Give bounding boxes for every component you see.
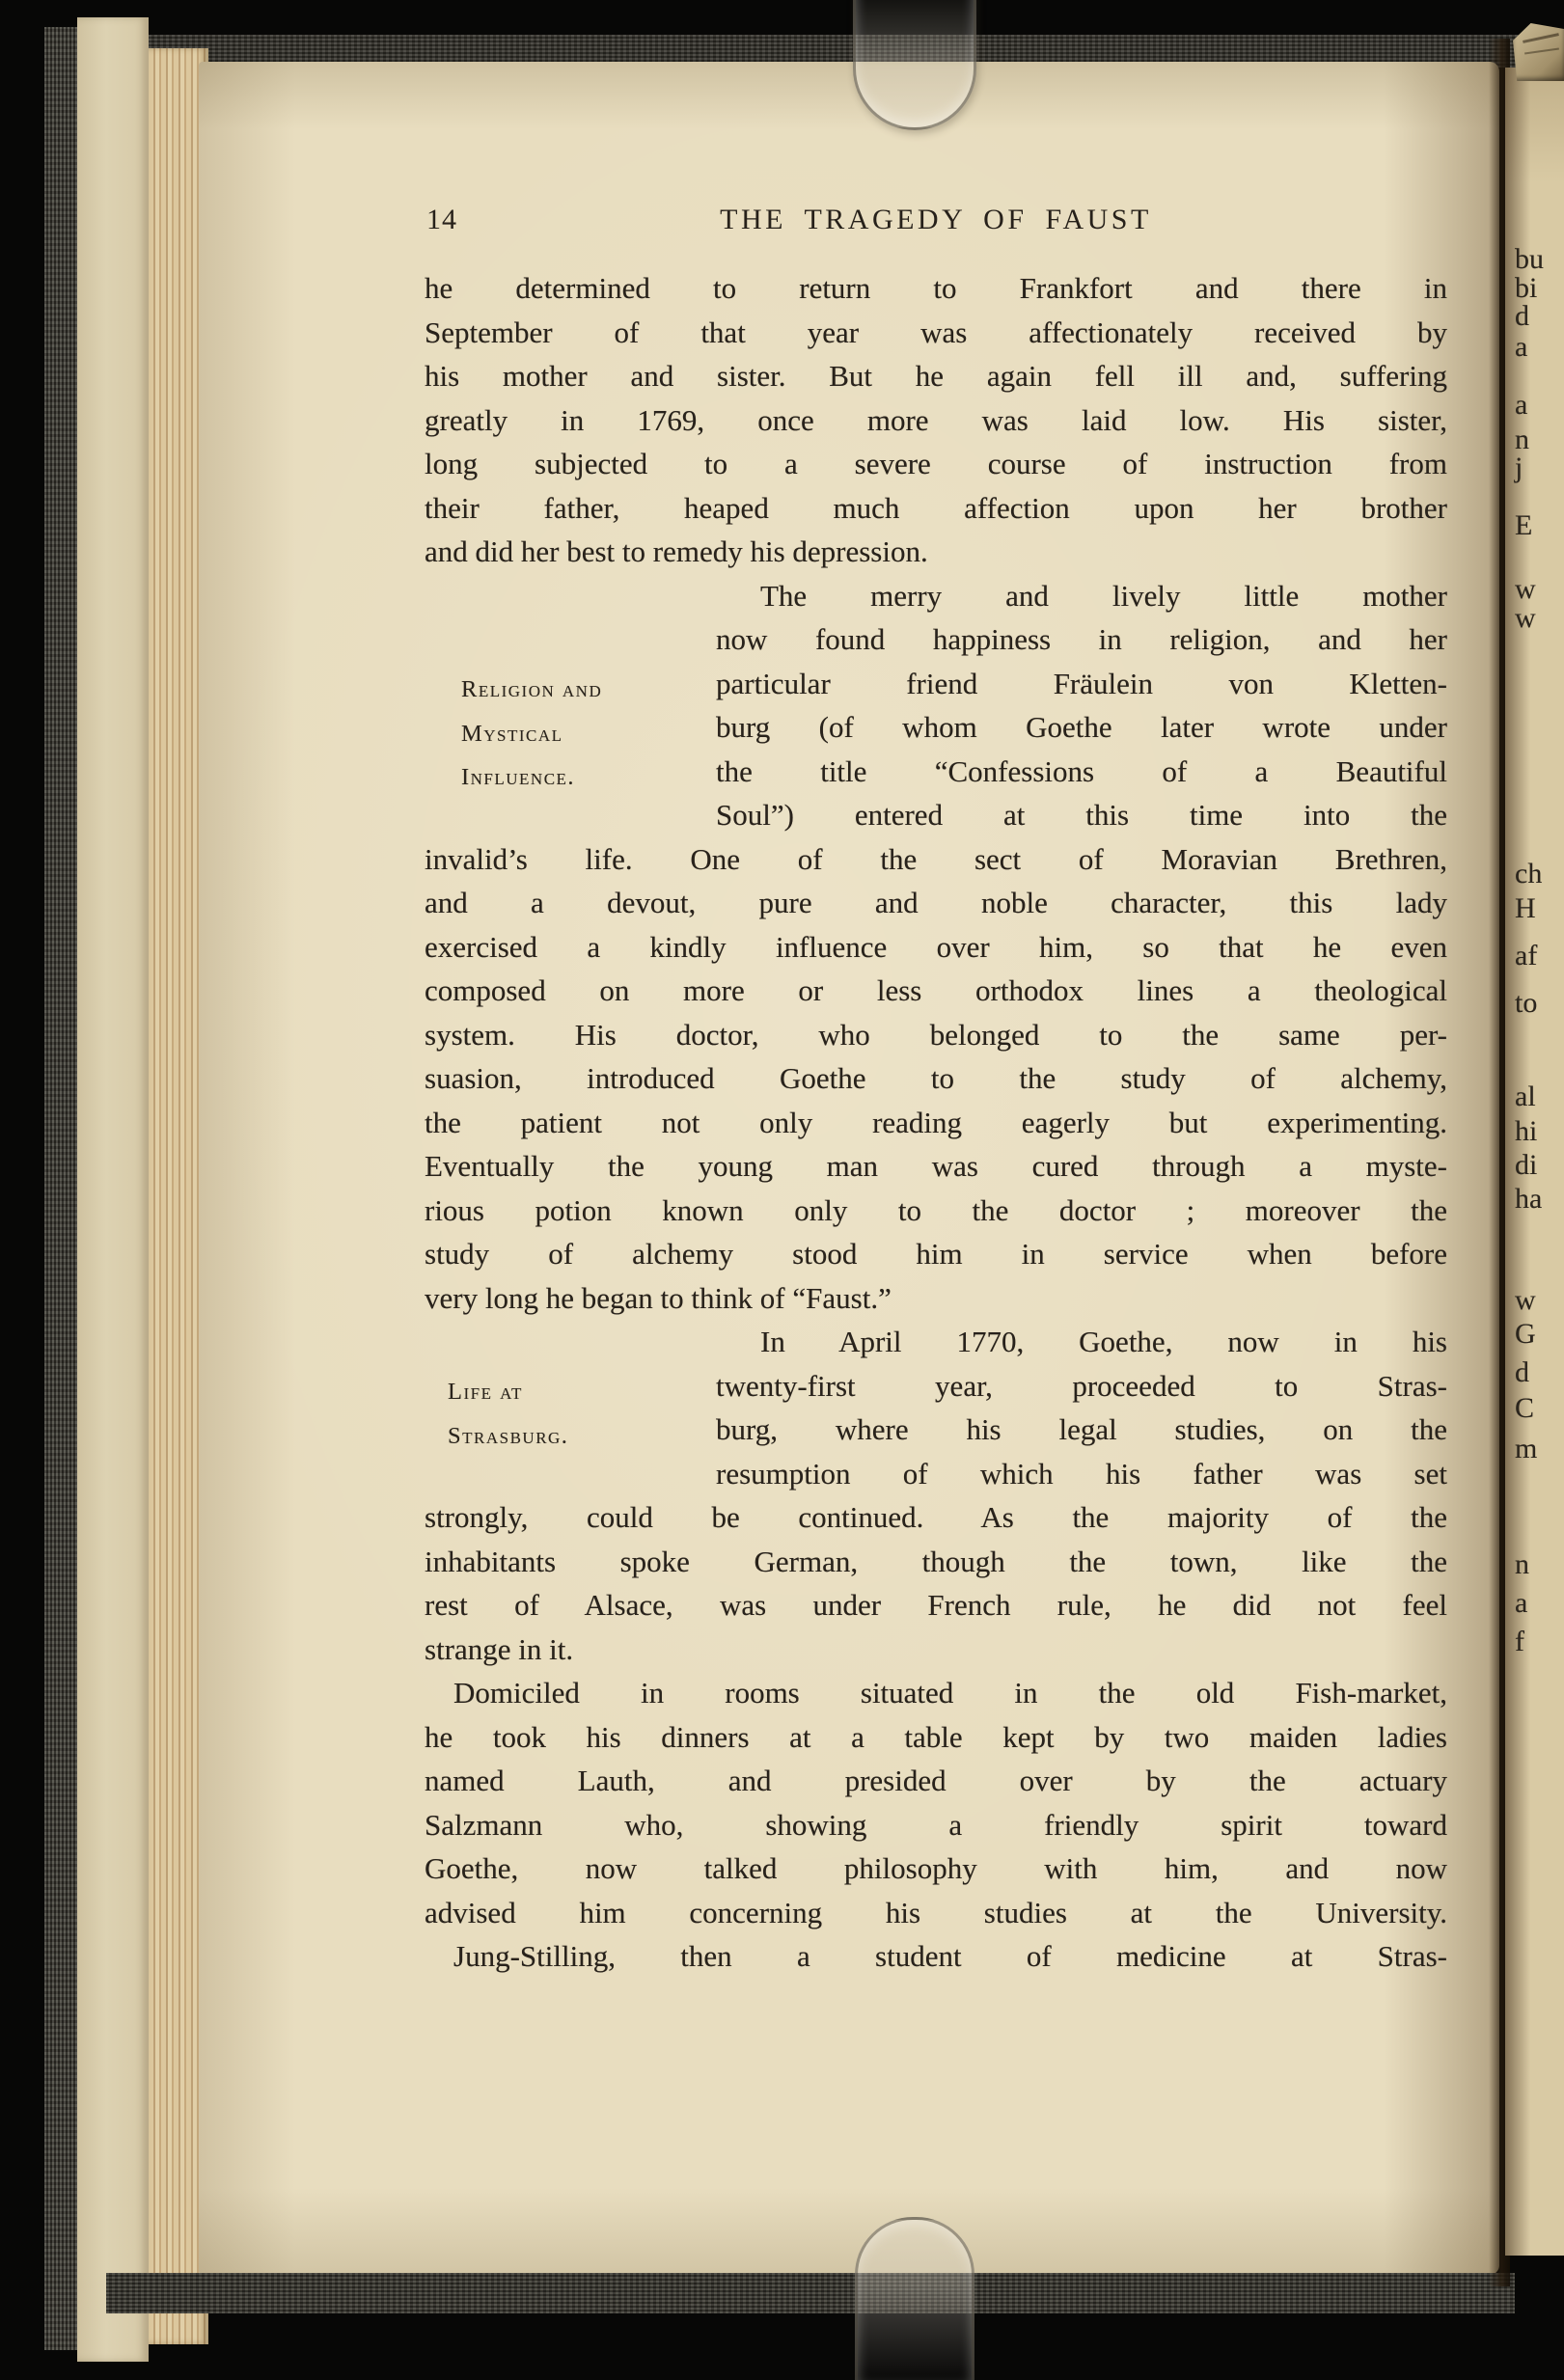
transparent-page-strap-bottom: [855, 2217, 974, 2380]
sidenote-line: Religion and: [461, 676, 603, 702]
facing-page-text-fragment: d: [1515, 1356, 1529, 1388]
text-line: September of that year was affectionately received by: [425, 315, 1447, 349]
text-line: twenty-first year, proceeded to Stras-: [716, 1368, 1447, 1403]
text-line: he determined to return to Frankfort and there in: [425, 271, 1447, 305]
book-cover-left-edge: [44, 27, 77, 2350]
text-line: composed on more or less orthodox lines a theological: [425, 973, 1447, 1007]
text-line: his mother and sister. But he again fell ill and, suffering: [425, 359, 1447, 393]
body-text-column: [425, 266, 1447, 1979]
text-line: The merry and lively little mother: [760, 578, 1447, 613]
text-line: Eventually the young man was cured through a myste-: [425, 1149, 1447, 1183]
facing-page-text-fragment: bu: [1515, 243, 1544, 275]
facing-page-text-fragment: w: [1515, 1284, 1536, 1316]
facing-page-text-fragment: d: [1515, 300, 1529, 332]
page-stack-flyleaf-edge: [77, 17, 149, 2362]
text-line: rest of Alsace, was under French rule, he did not feel: [425, 1588, 1447, 1622]
text-line: burg (of whom Goethe later wrote under: [716, 710, 1447, 744]
facing-page-text-fragment: ha: [1515, 1183, 1543, 1215]
text-line: Soul”) entered at this time into the: [716, 798, 1447, 832]
transparent-page-strap-top: [853, 0, 976, 130]
page-number: 14: [426, 204, 457, 235]
text-line: exercised a kindly influence over him, so that he even: [425, 929, 1447, 964]
facing-page-text-fragment: G: [1515, 1318, 1536, 1350]
facing-page-text-fragment: j: [1515, 451, 1523, 483]
text-line: Jung-Stilling, then a student of medicine at Stras-: [453, 1939, 1447, 1973]
facing-page-text-fragment: to: [1515, 987, 1538, 1019]
text-line: long subjected to a severe course of instruction from: [425, 447, 1447, 480]
text-line: resumption of which his father was set: [716, 1456, 1447, 1491]
text-line: and did her best to remedy his depression.: [425, 534, 928, 568]
text-line: system. His doctor, who belonged to the same per-: [425, 1017, 1447, 1052]
text-line: Goethe, now talked philosophy with him, and now: [425, 1851, 1447, 1885]
text-line: burg, where his legal studies, on the: [716, 1412, 1447, 1446]
text-line: rious potion known only to the doctor ; moreover the: [425, 1192, 1447, 1227]
facing-page-text-fragment: bi: [1515, 272, 1538, 304]
text-line: invalid’s life. One of the sect of Moravian Brethren,: [425, 841, 1447, 876]
text-line: and a devout, pure and noble character, this lady: [425, 886, 1447, 919]
facing-page-text-fragment: w: [1515, 573, 1536, 605]
sidenote-line: Mystical: [461, 720, 563, 747]
text-line: Salzmann who, showing a friendly spirit toward: [425, 1807, 1447, 1842]
facing-page-text-fragment: ch: [1515, 858, 1543, 889]
facing-page-text-fragment: E: [1515, 509, 1533, 541]
facing-page-text-fragment: w: [1515, 602, 1536, 634]
sidenote-line: Influence.: [461, 764, 576, 790]
facing-page-text-fragment: di: [1515, 1149, 1538, 1181]
facing-page-text-fragment: n: [1515, 424, 1529, 455]
text-line: advised him concerning his studies at the University.: [425, 1895, 1447, 1929]
facing-page-text-fragment: af: [1515, 940, 1538, 971]
facing-page-text-fragment: a: [1515, 1587, 1528, 1619]
facing-page-text-fragment: hi: [1515, 1115, 1538, 1147]
text-line: strange in it.: [425, 1631, 574, 1666]
facing-page-text-fragment: a: [1515, 389, 1528, 421]
text-line: suasion, introduced Goethe to the study of alchemy,: [425, 1061, 1447, 1095]
book-cover-bottom-edge: [106, 2273, 1515, 2313]
facing-page-text-fragment: C: [1515, 1392, 1535, 1424]
page-header: [425, 203, 1447, 241]
text-line: particular friend Fräulein von Kletten-: [716, 666, 1447, 700]
text-line: now found happiness in religion, and her: [716, 622, 1447, 656]
facing-page-text-fragment: m: [1515, 1433, 1538, 1464]
text-line: inhabitants spoke German, though the town, like the: [425, 1544, 1447, 1578]
text-line: their father, heaped much affection upon her brother: [425, 490, 1447, 525]
text-line: study of alchemy stood him in service when before: [425, 1237, 1447, 1271]
facing-page-text-fragment: al: [1515, 1081, 1536, 1112]
text-line: he took his dinners at a table kept by two maiden ladies: [425, 1719, 1447, 1754]
text-line: Domiciled in rooms situated in the old Fish-market,: [453, 1676, 1447, 1710]
facing-page-text-fragment: f: [1515, 1626, 1524, 1657]
sidenote-religion-influence: [461, 668, 731, 800]
sidenote-life-at-strasburg: [448, 1370, 718, 1458]
text-line: named Lauth, and presided over by the actuary: [425, 1764, 1447, 1797]
facing-page-text-fragment: n: [1515, 1548, 1529, 1580]
text-line: very long he began to think of “Faust.”: [425, 1280, 892, 1315]
text-line: strongly, could be continued. As the majority of the: [425, 1500, 1447, 1534]
text-line: In April 1770, Goethe, now in his: [760, 1325, 1447, 1358]
text-line: the patient not only reading eagerly but experimenting.: [425, 1105, 1447, 1139]
text-line: greatly in 1769, once more was laid low. His sister,: [425, 402, 1447, 437]
facing-page-text-fragment: H: [1515, 892, 1536, 924]
running-header-title: THE TRAGEDY OF FAUST: [720, 204, 1152, 235]
text-line: the title “Confessions of a Beautiful: [716, 753, 1447, 788]
sidenote-line: Strasburg.: [448, 1422, 569, 1449]
facing-page-text-fragment: a: [1515, 331, 1528, 363]
sidenote-line: Life at: [448, 1379, 523, 1405]
